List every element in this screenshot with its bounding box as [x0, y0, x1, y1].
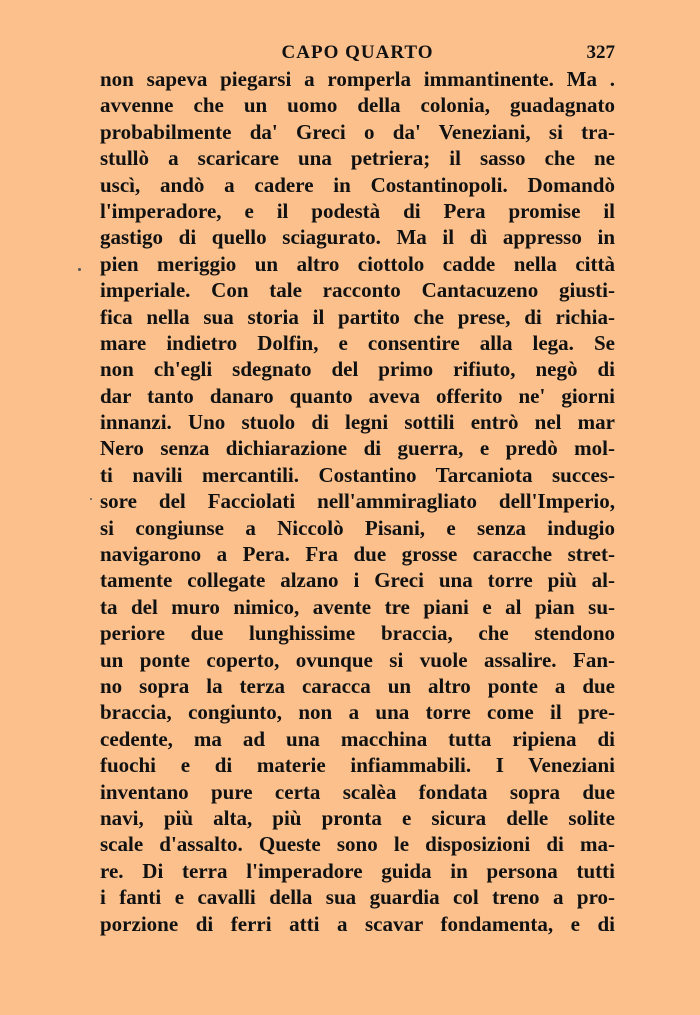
text-line: braccia, congiunto, non a una torre come il pre- [100, 700, 615, 725]
running-header [100, 40, 615, 66]
text-line: scale d'assalto. Queste sono le disposizioni di ma- [100, 832, 615, 857]
text-line: non ch'egli sdegnato del primo rifiuto, negò di [100, 357, 615, 382]
text-line: avvenne che un uomo della colonia, guadagnato [100, 93, 615, 118]
text-line: i fanti e cavalli della sua guardia col treno a pro- [100, 885, 615, 910]
text-line: navi, più alta, più pronta e sicura delle solite [100, 805, 615, 830]
text-line: innanzi. Uno stuolo di legni sottili entrò nel mar [100, 410, 615, 435]
text-line: si congiunse a Niccolò Pisani, e senza indugio [100, 515, 615, 540]
chapter-title: CAPO QUARTO [281, 42, 434, 63]
text-line: re. Di terra l'imperadore guida in persona tutti [100, 858, 615, 883]
text-line: stullò a scaricare una petriera; il sasso che ne [100, 146, 615, 171]
text-line: fuochi e di materie infiammabili. I Veneziani [100, 753, 615, 778]
text-line: imperiale. Con tale racconto Cantacuzeno giusti- [100, 278, 615, 303]
text-line: cedente, ma ad una macchina tutta ripiena di [100, 726, 615, 751]
page-number: 327 [586, 42, 615, 63]
text-line: ti navili mercantili. Costantino Tarcaniota succes- [100, 462, 615, 487]
text-line: non sapeva piegarsi a romperla immantinente. Ma . [100, 67, 615, 91]
text-line: tamente collegate alzano i Greci una torre più al- [100, 568, 615, 593]
text-line: sore del Facciolati nell'ammiragliato dell'Imperio, [100, 489, 615, 514]
text-line: ta del muro nimico, avente tre piani e al pian su- [100, 594, 615, 619]
text-line: mare indietro Dolfin, e consentire alla lega. Se [100, 330, 615, 355]
text-line: no sopra la terza caracca un altro ponte a due [100, 673, 615, 698]
body-text [100, 66, 615, 937]
text-line: gastigo di quello sciagurato. Ma il dì appresso in [100, 225, 615, 250]
text-line: fica nella sua storia il partito che prese, di richia- [100, 304, 615, 329]
text-line: probabilmente da' Greci o da' Veneziani, si tra- [100, 119, 615, 144]
text-line: dar tanto danaro quanto aveva offerito ne' giorni [100, 383, 615, 408]
text-line: pien meriggio un altro ciottolo cadde nella città [100, 251, 615, 276]
text-line: periore due lunghissime braccia, che stendono [100, 621, 615, 646]
text-line: porzione di ferri atti a scavar fondamenta, e di [100, 911, 615, 936]
text-line: un ponte coperto, ovunque si vuole assalire. Fan- [100, 647, 615, 672]
text-line: inventano pure certa scalèa fondata sopra due [100, 779, 615, 804]
paper-speck [78, 268, 81, 271]
text-line: uscì, andò a cadere in Costantinopoli. Domandò [100, 172, 615, 197]
text-line: l'imperadore, e il podestà di Pera promise il [100, 198, 615, 223]
text-line: navigarono a Pera. Fra due grosse caracche stret- [100, 542, 615, 567]
paper-speck [90, 498, 92, 500]
text-line: Nero senza dichiarazione di guerra, e predò mol- [100, 436, 615, 461]
